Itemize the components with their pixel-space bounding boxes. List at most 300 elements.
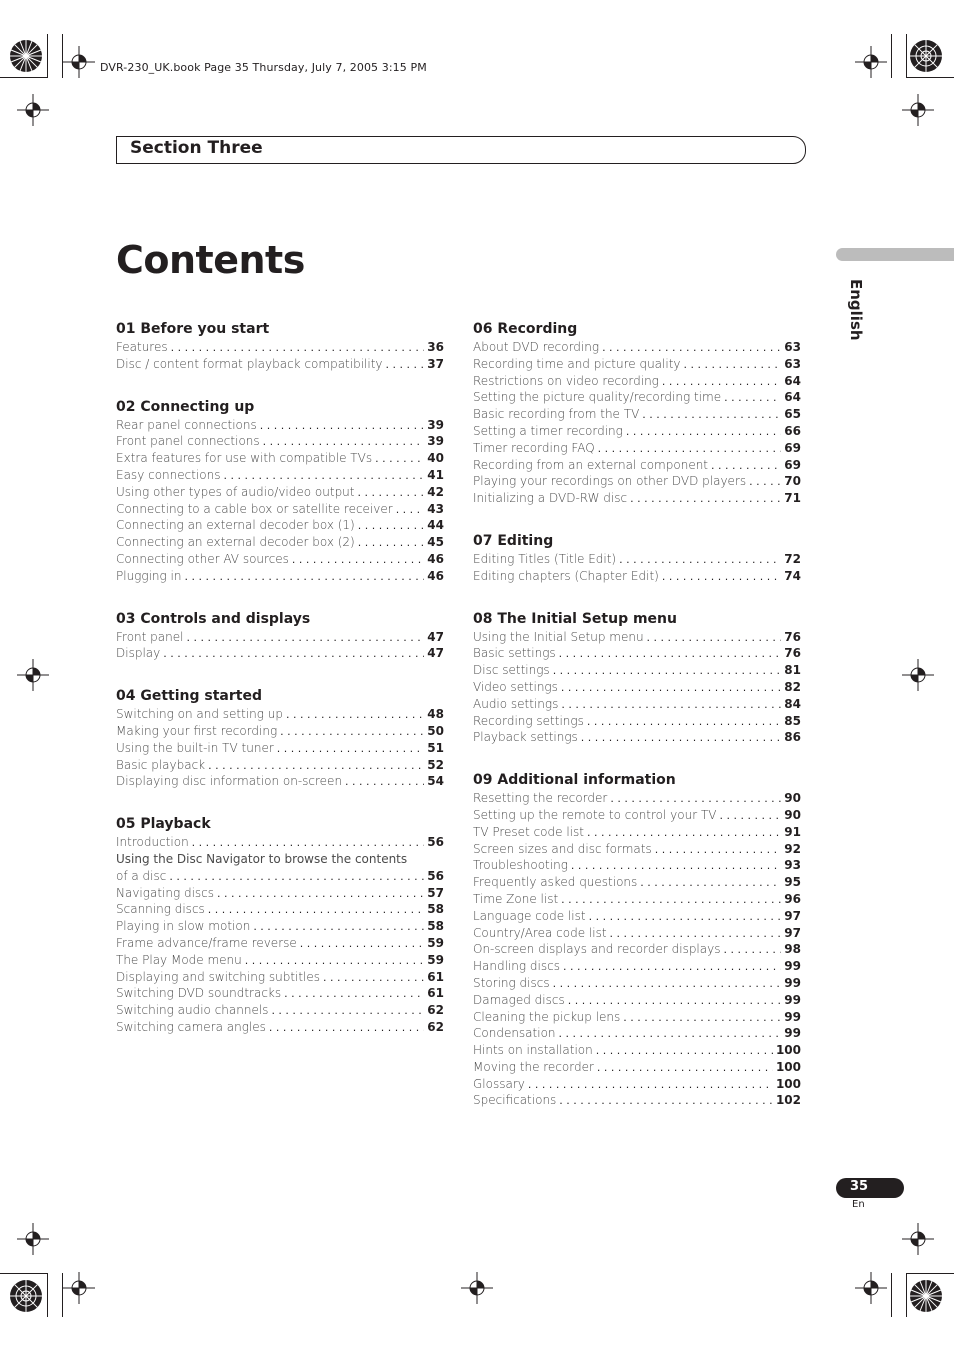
toc-entry-label: About DVD recording — [473, 340, 600, 354]
toc-entry-page: 56 — [427, 868, 444, 883]
dot-leader — [610, 926, 782, 943]
toc-entry-label: Connecting to a cable box or satellite receiver — [116, 501, 393, 516]
toc-section-title: 07 Editing — [473, 532, 554, 549]
dot-leader — [208, 758, 424, 775]
registration-crosshair-icon — [461, 1272, 493, 1304]
toc-section-title: 09 Additional information — [473, 772, 676, 789]
toc-entry[interactable] — [116, 645, 444, 662]
toc-entry-page: 44 — [427, 518, 444, 533]
toc-entry-page: 61 — [427, 969, 444, 984]
toc-entry-label: Extra features for use with compatible TVs — [116, 451, 373, 466]
toc-entry-page: 74 — [784, 568, 801, 583]
toc-entry-label: Connecting other AV sources — [116, 551, 289, 566]
registration-crosshair-icon — [17, 659, 49, 691]
toc-entry[interactable] — [116, 918, 444, 935]
toc-entry[interactable] — [473, 992, 801, 1009]
toc-entry[interactable] — [473, 679, 801, 696]
dot-leader — [561, 680, 781, 697]
toc-entry[interactable] — [116, 723, 444, 740]
toc-entry[interactable] — [473, 1076, 801, 1093]
crop-line — [906, 77, 954, 78]
toc-entry-page: 81 — [784, 663, 801, 678]
toc-entry-label: Handling discs — [473, 959, 560, 974]
toc-entry-label: The Play Mode menu — [116, 952, 242, 967]
toc-entry-label: Language code list — [473, 908, 586, 923]
toc-entry-label: Recording settings — [473, 713, 584, 728]
toc-entry-page: 90 — [784, 791, 801, 806]
toc-entry-page: 54 — [427, 774, 444, 789]
toc-entry-label: Video settings — [473, 679, 558, 694]
dot-leader — [345, 774, 424, 791]
toc-section-title: 03 Controls and displays — [116, 610, 311, 627]
toc-entry-page: 42 — [427, 484, 444, 499]
dot-leader — [662, 374, 781, 391]
toc-entry[interactable] — [473, 824, 801, 841]
toc-entry-label: Switching on and setting up — [116, 707, 284, 722]
toc-entry[interactable] — [473, 473, 801, 490]
toc-entry-page: 48 — [427, 707, 444, 722]
toc-section-title: 08 The Initial Setup menu — [473, 610, 677, 627]
dot-leader — [662, 569, 781, 586]
toc-entry[interactable] — [473, 406, 801, 423]
toc-entry-label: of a disc — [116, 868, 167, 883]
toc-entry[interactable] — [116, 901, 444, 918]
toc-entry-label: Restrictions on video recording — [473, 373, 659, 388]
toc-entry[interactable] — [473, 629, 801, 646]
toc-entry-page: 63 — [784, 340, 801, 354]
toc-entry-label: Screen sizes and disc formats — [473, 841, 652, 856]
dot-leader — [375, 451, 424, 468]
page-title: Contents — [116, 238, 305, 282]
toc-entry-label: Using the built-in TV tuner — [116, 740, 274, 755]
toc-entry[interactable] — [473, 696, 801, 713]
toc-entry-label: Setting a timer recording — [473, 423, 623, 438]
registration-crosshair-icon — [17, 1223, 49, 1255]
toc-entry-page: 63 — [784, 356, 801, 371]
toc-entry-page: 37 — [427, 356, 444, 371]
toc-entry-page: 61 — [427, 986, 444, 1001]
toc-entry[interactable] — [116, 885, 444, 902]
dot-leader — [559, 646, 782, 663]
registration-star-icon — [9, 39, 43, 73]
toc-entry-label: Playing your recordings on other DVD players — [473, 474, 747, 489]
toc-entry-page: 76 — [784, 646, 801, 661]
toc-entry-label: Storing discs — [473, 975, 550, 990]
dot-leader — [647, 630, 782, 647]
toc-entry-label: Basic recording from the TV — [473, 407, 640, 422]
dot-leader — [559, 1026, 782, 1043]
toc-entry-label: Display — [116, 646, 161, 661]
toc-entry[interactable] — [473, 790, 801, 807]
language-label: English — [847, 279, 865, 341]
toc-entry-page: 65 — [784, 407, 801, 422]
page-number: 35 — [849, 1179, 869, 1194]
toc-entry-label: Specifications — [473, 1093, 557, 1108]
toc-entry[interactable] — [473, 551, 801, 568]
toc-section-title: 01 Before you start — [116, 321, 270, 337]
dot-leader — [292, 552, 424, 569]
toc-entry[interactable] — [116, 757, 444, 774]
toc-entry[interactable] — [116, 985, 444, 1002]
toc-section — [473, 771, 801, 1109]
dot-leader — [217, 886, 424, 903]
toc-entry[interactable] — [116, 467, 444, 484]
toc-entry-page: 64 — [784, 373, 801, 388]
dot-leader — [589, 909, 782, 926]
toc-entry-label: Country/Area code list — [473, 925, 607, 940]
toc-entry-label: Recording from an external component — [473, 457, 709, 472]
dot-leader — [640, 875, 781, 892]
dot-leader — [284, 986, 424, 1003]
toc-entry[interactable] — [473, 857, 801, 874]
crop-line — [47, 1273, 48, 1317]
toc-entry-page: 58 — [427, 919, 444, 934]
toc-entry-label: Connecting an external decoder box (1) — [116, 518, 355, 533]
toc-entry-page: 59 — [427, 952, 444, 967]
crop-line — [906, 34, 907, 78]
toc-section — [116, 398, 444, 585]
toc-entry[interactable] — [116, 484, 444, 501]
toc-entry-label: Playing in slow motion — [116, 919, 251, 934]
toc-entry-label: Scanning discs — [116, 902, 205, 917]
toc-entry[interactable] — [473, 891, 801, 908]
toc-entry[interactable] — [473, 423, 801, 440]
crop-line — [0, 77, 47, 78]
toc-entry[interactable] — [473, 841, 801, 858]
dot-leader — [280, 724, 424, 741]
toc-entry-label: Condensation — [473, 1026, 556, 1041]
toc-entry[interactable] — [116, 740, 444, 757]
toc-entry-label: Frequently asked questions — [473, 875, 638, 890]
toc-entry-label: Front panel — [116, 629, 184, 644]
toc-entry[interactable] — [473, 941, 801, 958]
toc-entry[interactable] — [473, 356, 801, 373]
toc-entry-label: Moving the recorder — [473, 1059, 594, 1074]
page-language-code: En — [852, 1199, 865, 1210]
toc-entry[interactable] — [116, 1002, 444, 1019]
registration-crosshair-icon — [17, 94, 49, 126]
toc-entry-page: 43 — [427, 501, 444, 516]
toc-entry-label: Playback settings — [473, 730, 578, 745]
crop-line — [891, 1273, 892, 1317]
dot-leader — [323, 970, 424, 987]
toc-entry-label: Switching audio channels — [116, 1003, 269, 1018]
toc-entry-label: Setting the picture quality/recording time — [473, 390, 722, 405]
dot-leader — [358, 518, 425, 535]
toc-entry-page: 47 — [427, 629, 444, 644]
toc-entry[interactable] — [473, 1009, 801, 1026]
language-tab — [836, 248, 954, 261]
toc-entry[interactable] — [116, 501, 444, 518]
toc-entry-page: 59 — [427, 935, 444, 950]
dot-leader — [169, 869, 424, 886]
toc-left-column — [116, 320, 444, 1061]
dot-leader — [596, 1043, 773, 1060]
registration-crosshair-icon — [902, 94, 934, 126]
toc-entry[interactable] — [473, 645, 801, 662]
toc-entry-label: Displaying disc information on-screen — [116, 774, 343, 789]
dot-leader — [581, 730, 782, 747]
dot-leader — [559, 1093, 773, 1110]
crop-line — [47, 34, 48, 78]
toc-entry[interactable] — [473, 1042, 801, 1059]
toc-entry-label: Editing chapters (Chapter Edit) — [473, 568, 659, 583]
registration-crosshair-icon — [63, 1272, 95, 1304]
toc-entry-label[interactable]: Using the Disc Navigator to browse the contents — [116, 851, 408, 866]
dot-leader — [642, 407, 781, 424]
toc-entry-page: 97 — [784, 908, 801, 923]
toc-entry[interactable] — [473, 908, 801, 925]
toc-section — [473, 532, 801, 585]
toc-entry-label: Disc settings — [473, 663, 550, 678]
toc-entry[interactable] — [473, 339, 801, 356]
toc-entry[interactable] — [473, 1092, 801, 1109]
toc-entry-label: Cleaning the pickup lens — [473, 1009, 621, 1024]
crop-line — [62, 1273, 63, 1317]
dot-leader — [386, 357, 425, 374]
toc-entry-page: 92 — [784, 841, 801, 856]
toc-entry-page: 57 — [427, 885, 444, 900]
toc-entry-page: 47 — [427, 646, 444, 661]
toc-entry[interactable] — [473, 729, 801, 746]
toc-entry-label: Using other types of audio/video output — [116, 484, 355, 499]
dot-leader — [630, 491, 781, 508]
toc-entry[interactable] — [473, 440, 801, 457]
dot-leader — [602, 340, 781, 357]
toc-entry[interactable] — [116, 339, 444, 356]
dot-leader — [186, 630, 424, 647]
dot-leader — [396, 502, 425, 519]
toc-entry[interactable] — [473, 389, 801, 406]
dot-leader — [300, 936, 425, 953]
toc-entry-page: 72 — [784, 551, 801, 566]
toc-entry-page: 86 — [784, 730, 801, 745]
toc-entry[interactable] — [473, 568, 801, 585]
toc-entry-label: Using the Initial Setup menu — [473, 629, 644, 644]
toc-entry[interactable] — [473, 1025, 801, 1042]
toc-entry-label: Switching DVD soundtracks — [116, 986, 282, 1001]
dot-leader — [184, 569, 424, 586]
toc-entry-label: Introduction — [116, 835, 189, 850]
toc-entry-page: 45 — [427, 535, 444, 550]
toc-entry-label: Easy connections — [116, 467, 221, 482]
dot-leader — [263, 434, 425, 451]
toc-entry[interactable] — [116, 517, 444, 534]
dot-leader — [223, 468, 424, 485]
toc-entry-page: 99 — [784, 975, 801, 990]
toc-entry[interactable] — [473, 958, 801, 975]
dot-leader — [749, 474, 781, 491]
toc-section — [473, 610, 801, 747]
dot-leader — [277, 741, 425, 758]
dot-leader — [208, 902, 425, 919]
toc-entry[interactable] — [473, 373, 801, 390]
toc-entry[interactable] — [116, 551, 444, 568]
crop-line — [906, 1273, 954, 1274]
toc-entry-page: 36 — [427, 340, 444, 354]
toc-entry[interactable] — [116, 868, 444, 885]
dot-leader — [528, 1077, 773, 1094]
toc-entry[interactable] — [116, 433, 444, 450]
toc-entry-label: Initializing a DVD-RW disc — [473, 491, 628, 506]
dot-leader — [598, 441, 782, 458]
toc-entry[interactable] — [116, 534, 444, 551]
toc-entry[interactable] — [116, 706, 444, 723]
toc-entry-page: 69 — [784, 457, 801, 472]
toc-entry[interactable] — [473, 713, 801, 730]
toc-entry[interactable] — [116, 417, 444, 434]
dot-leader — [684, 357, 782, 374]
toc-entry-page: 71 — [784, 491, 801, 506]
toc-entry[interactable] — [116, 773, 444, 790]
toc-entry-label: Switching camera angles — [116, 1019, 266, 1034]
toc-entry[interactable] — [116, 1019, 444, 1036]
dot-leader — [253, 919, 424, 936]
dot-leader — [163, 646, 424, 663]
toc-entry[interactable] — [116, 935, 444, 952]
toc-entry-label: Recording time and picture quality — [473, 356, 681, 371]
registration-crosshair-icon — [63, 46, 95, 78]
print-header-info: DVR-230_UK.book Page 35 Thursday, July 7, 2005 3:15 PM — [100, 61, 427, 74]
section-label: Section Three — [130, 138, 263, 158]
toc-section — [473, 320, 801, 507]
dot-leader — [587, 714, 781, 731]
dot-leader — [724, 390, 781, 407]
toc-entry-label: On-screen displays and recorder displays — [473, 942, 721, 957]
registration-star-icon — [909, 1279, 943, 1313]
toc-entry[interactable] — [116, 834, 444, 851]
toc-entry-page: 46 — [427, 551, 444, 566]
toc-entry[interactable] — [116, 450, 444, 467]
toc-entry-page: 90 — [784, 807, 801, 822]
dot-leader — [269, 1020, 424, 1037]
toc-entry-page: 41 — [427, 467, 444, 482]
toc-entry-page: 69 — [784, 440, 801, 455]
toc-entry[interactable] — [473, 457, 801, 474]
toc-entry-page: 100 — [775, 1043, 801, 1058]
dot-leader — [568, 993, 782, 1010]
toc-entry-page: 97 — [784, 925, 801, 940]
crop-line — [906, 1273, 907, 1317]
toc-entry-label: Damaged discs — [473, 992, 565, 1007]
toc-entry[interactable] — [473, 807, 801, 824]
toc-entry-page: 46 — [427, 568, 444, 583]
registration-crosshair-icon — [902, 659, 934, 691]
dot-leader — [561, 892, 781, 909]
dot-leader — [260, 418, 425, 435]
toc-entry-page: 98 — [784, 942, 801, 957]
registration-crosshair-icon — [902, 1223, 934, 1255]
toc-entry-page: 51 — [427, 740, 444, 755]
toc-section — [116, 610, 444, 663]
toc-entry-label: Plugging in — [116, 568, 182, 583]
toc-entry-page: 66 — [784, 423, 801, 438]
toc-entry[interactable] — [116, 568, 444, 585]
toc-entry-label: Basic playback — [116, 757, 206, 772]
toc-entry-label: Audio settings — [473, 696, 559, 711]
toc-section — [116, 687, 444, 790]
registration-star-icon — [9, 1279, 43, 1313]
dot-leader — [711, 458, 781, 475]
dot-leader — [358, 485, 425, 502]
toc-entry-page: 95 — [784, 875, 801, 890]
crop-line — [891, 34, 892, 78]
dot-leader — [587, 825, 781, 842]
toc-entry[interactable] — [473, 874, 801, 891]
toc-entry-page: 58 — [427, 902, 444, 917]
toc-entry-label: Timer recording FAQ — [473, 440, 595, 455]
dot-leader — [553, 976, 782, 993]
toc-entry-label: Troubleshooting — [473, 858, 568, 873]
toc-entry-label: Frame advance/frame reverse — [116, 935, 297, 950]
toc-entry-page: 102 — [775, 1093, 801, 1108]
toc-entry-page: 99 — [784, 1009, 801, 1024]
dot-leader — [597, 1060, 773, 1077]
dot-leader — [626, 424, 781, 441]
toc-entry[interactable] — [473, 1059, 801, 1076]
dot-leader — [286, 707, 424, 724]
toc-section-title: 06 Recording — [473, 321, 578, 337]
toc-entry-label: Features — [116, 340, 168, 354]
toc-entry[interactable] — [116, 952, 444, 969]
toc-entry-label: Making your first recording — [116, 723, 278, 738]
toc-entry-page: 82 — [784, 679, 801, 694]
dot-leader — [610, 791, 781, 808]
toc-entry-page: 62 — [427, 1019, 444, 1034]
toc-entry-page: 50 — [427, 723, 444, 738]
dot-leader — [655, 842, 782, 859]
dot-leader — [358, 535, 425, 552]
toc-entry-page: 100 — [775, 1076, 801, 1091]
toc-entry-page: 99 — [784, 992, 801, 1007]
toc-entry[interactable] — [473, 925, 801, 942]
toc-entry-page: 93 — [784, 858, 801, 873]
toc-entry[interactable] — [473, 975, 801, 992]
toc-section — [116, 815, 444, 1036]
toc-entry-page: 64 — [784, 390, 801, 405]
toc-entry-page: 99 — [784, 959, 801, 974]
toc-entry-label: Basic settings — [473, 646, 556, 661]
toc-section-title: 04 Getting started — [116, 688, 262, 705]
toc-entry-page: 76 — [784, 629, 801, 644]
toc-entry[interactable] — [116, 629, 444, 646]
toc-entry-label: Time Zone list — [473, 891, 559, 906]
dot-leader — [171, 340, 425, 357]
toc-entry[interactable] — [116, 969, 444, 986]
toc-entry-page: 100 — [775, 1059, 801, 1074]
toc-entry-page: 91 — [784, 824, 801, 839]
toc-right-column — [473, 320, 801, 1134]
toc-entry-page: 99 — [784, 1026, 801, 1041]
dot-leader — [720, 808, 782, 825]
toc-entry-page: 40 — [427, 451, 444, 466]
toc-entry[interactable] — [116, 356, 444, 373]
dot-leader — [553, 663, 782, 680]
toc-entry-page: 85 — [784, 713, 801, 728]
crop-line — [0, 1273, 47, 1274]
toc-entry-label: Editing Titles (Title Edit) — [473, 551, 617, 566]
toc-entry[interactable] — [473, 662, 801, 679]
dot-leader — [271, 1003, 424, 1020]
dot-leader — [561, 697, 781, 714]
registration-star-icon — [909, 39, 943, 73]
toc-entry-page: 56 — [427, 835, 444, 850]
dot-leader — [619, 552, 781, 569]
toc-section — [116, 320, 444, 373]
toc-entry-label: Navigating discs — [116, 885, 215, 900]
toc-entry[interactable] — [473, 490, 801, 507]
toc-entry-label: Displaying and switching subtitles — [116, 969, 321, 984]
